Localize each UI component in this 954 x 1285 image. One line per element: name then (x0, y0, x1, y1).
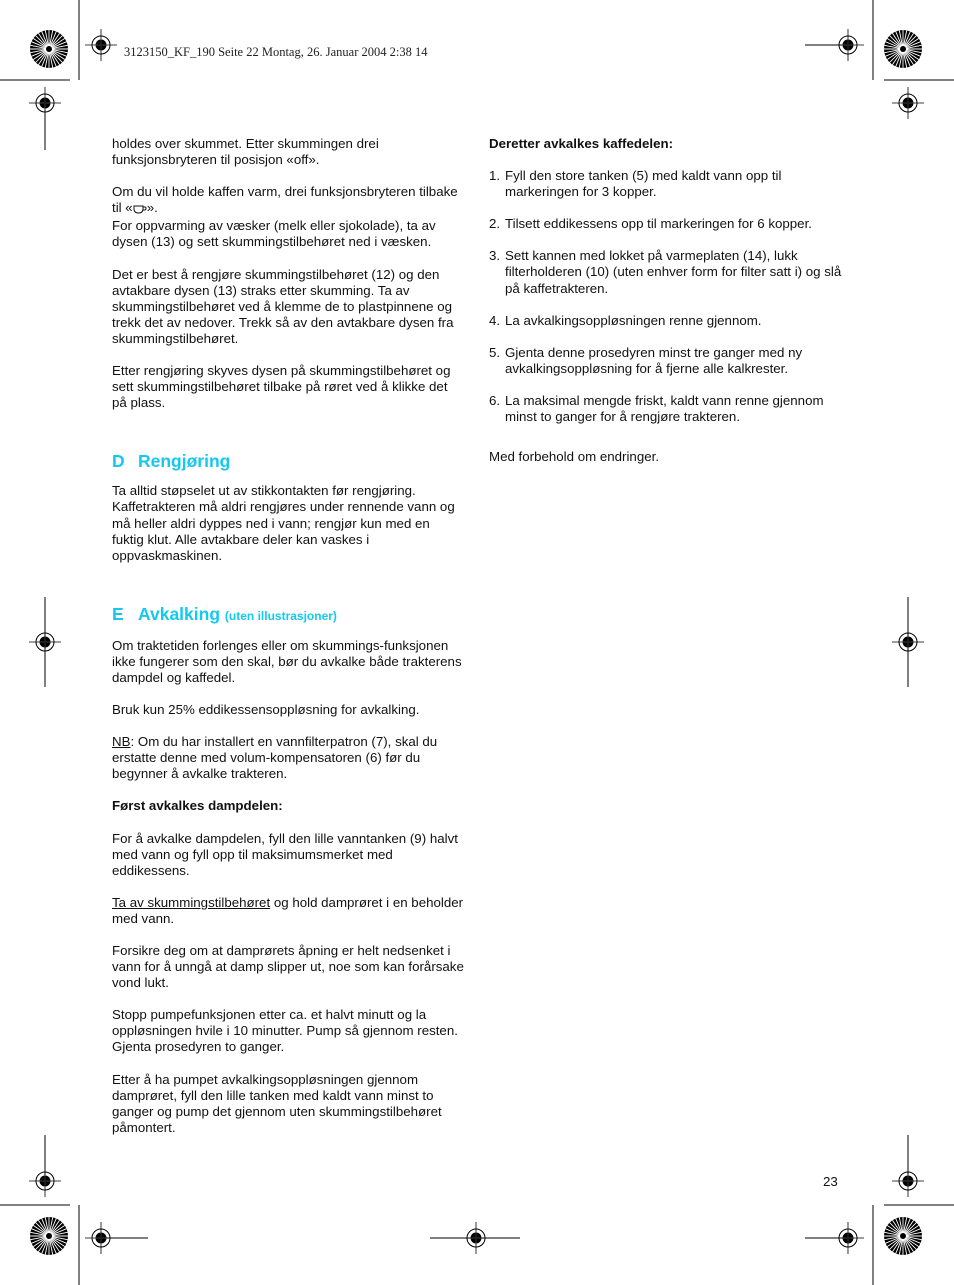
paragraph-cleaning-accessory: Det er best å rengjøre skummingstilbehøret (12) og den avtakbare dysen (13) straks etter skumming. Ta av skummingstilbehøret ved å klemme de to plastpinnene og trekk det av nedover. Trekk så av den avtakbare dysen fra skummingstilbehøret. (112, 266, 454, 346)
coffee-section-heading: Deretter avkalkes kaffedelen: (489, 136, 674, 151)
paragraph-pump: Stopp pumpefunksjonen etter ca. et halvt minutt og la oppløsningen hvile i 10 minutter. Pump så gjennom resten. Gjenta prosedyren to ganger. (112, 1007, 458, 1055)
section-e-heading: E Avkalking (uten illustrasjoner) (112, 603, 337, 624)
list-item: 4. La avkalkingsoppløsningen renne gjennom. (489, 312, 762, 328)
list-item: 1. Fyll den store tanken (5) med kaldt vann opp til markeringen for 3 kopper. (489, 168, 782, 200)
paragraph-fill-small-tank: For å avkalke dampdelen, fyll den lille vanntanken (9) halvt med vann og fyll opp til maksimumsmerket med eddikessens. (112, 830, 458, 878)
list-item: 6. La maksimal mengde friskt, kaldt vann renne gjennom minst to ganger for å rengjøre trakteren. (489, 392, 824, 425)
paragraph-keep-warm: Om du vil holde kaffen varm, drei funksjonsbryteren tilbake til « ». For oppvarming av væsker (melk eller sjokolade), ta av dysen (13) og sett skummingstilbehøret ned i væsken. (112, 184, 458, 250)
paragraph-vinegar: Bruk kun 25% eddikessensoppløsning for avkalking. (112, 702, 420, 718)
print-slug: 3123150_KF_190 Seite 22 Montag, 26. Januar 2004 2:38 14 (124, 45, 428, 59)
steam-section-heading: Først avkalkes dampdelen: (112, 798, 283, 814)
paragraph-rinse-steam: Etter å ha pumpet avkalkingsoppløsningen gjennom damprøret, fyll den lille tanken med kaldt vann minst to ganger og pump det gjennom uten skummingstilbehøret påmontert. (112, 1071, 442, 1135)
paragraph-remove-accessory: Ta av skummingstilbehøret og hold damprøret i en beholder med vann. (112, 894, 464, 926)
list-item: 3. Sett kannen med lokket på varmeplaten (14), lukk filterholderen (10) (uten enhver form for filter satt i) og slå på kaffetrakteren. (489, 248, 842, 296)
paragraph-reassemble: Etter rengjøring skyves dysen på skummingstilbehøret og sett skummingstilbehøret tilbake på røret ved å klikke det på plass. (112, 363, 451, 411)
page-number: 23 (823, 1174, 838, 1189)
paragraph-cleaning: Ta alltid støpselet ut av stikkontakten før rengjøring. Kaffetrakteren må aldri rengjøres under rennende vann og må heller aldri dyppes ned i vann; rengjør kun med en fuktig klut. Alle avtakbare deler kan vaskes i oppvaskmaskinen. (112, 483, 455, 563)
paragraph-nb: NB: Om du har installert en vannfilterpatron (7), skal du erstatte denne med volum-kompensatoren (6) før du begynner å avkalke trakteren. (112, 734, 438, 782)
paragraph-descaling-intro: Om traktetiden forlenges eller om skummings-funksjonen ikke fungerer som den skal, bør du avkalke både trakterens dampdel og kaffedel. (112, 637, 462, 685)
list-item: 2. Tilsett eddikessens opp til markeringen for 6 kopper. (489, 216, 812, 232)
paragraph-frothing-end: holdes over skummet. Etter skummingen drei funksjonsbryteren til posisjon «off». (112, 136, 379, 168)
paragraph-submerge: Forsikre deg om at damprørets åpning er helt nedsenket i vann for å unngå at damp slipper ut, noe som kan forårsake vond lukt. (112, 943, 464, 991)
section-d-heading: D Rengjøring (112, 451, 231, 472)
closing-note: Med forbehold om endringer. (489, 449, 660, 465)
list-item: 5. Gjenta denne prosedyren minst tre ganger med ny avkalkingsoppløsning for å fjerne alle kalkrester. (489, 344, 803, 376)
